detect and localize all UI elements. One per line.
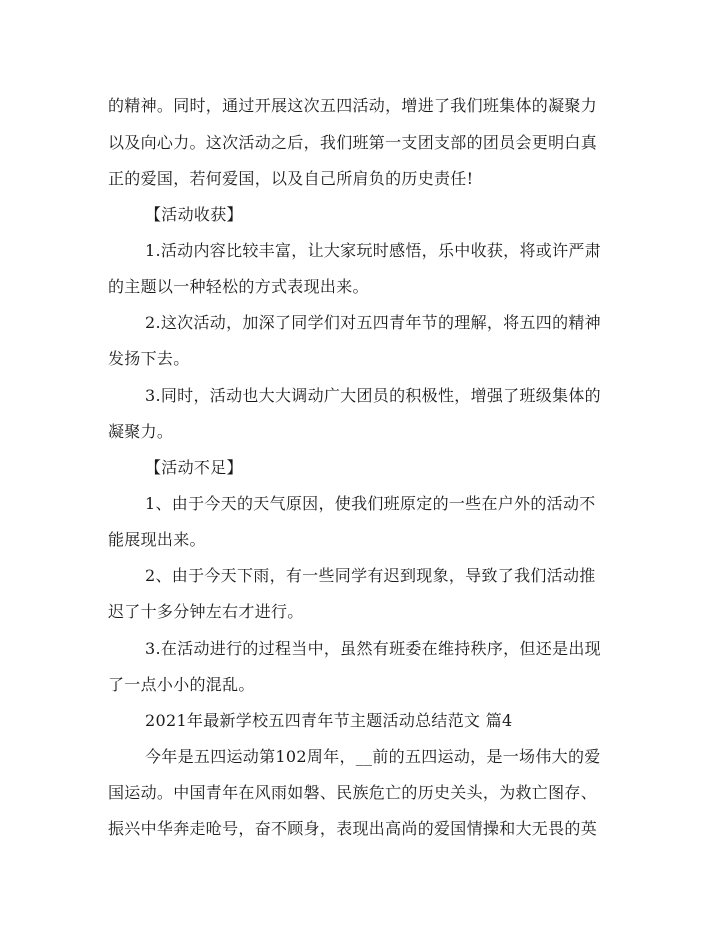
paragraph-line: 了一点小小的混乱。: [108, 675, 255, 694]
paragraph-line: 国运动。中国青年在风雨如磐、民族危亡的历史关头，为救亡图存、: [108, 783, 598, 802]
paragraph-line: 2.这次活动，加深了同学们对五四青年节的理解，将五四的精神: [145, 313, 601, 332]
paragraph-line: 的精神。同时，通过开展这次五四活动，增进了我们班集体的凝聚力: [108, 96, 598, 115]
paragraph-line: 凝聚力。: [108, 422, 174, 441]
paragraph-line: 3.在活动进行的过程当中，虽然有班委在维持秩序，但还是出现: [145, 639, 601, 658]
paragraph-line: 的主题以一种轻松的方式表现出来。: [108, 277, 369, 296]
section-heading-shortcomings: 【活动不足】: [145, 458, 243, 477]
paragraph-line: 3.同时，活动也大大调动广大团员的积极性，增强了班级集体的: [145, 386, 601, 405]
paragraph-line: 2、由于今天下雨，有一些同学有迟到现象，导致了我们活动推: [145, 566, 596, 585]
paragraph-line: 1、由于今天的天气原因，使我们班原定的一些在户外的活动不: [145, 494, 596, 513]
paragraph-line: 迟了十多分钟左右才进行。: [108, 602, 304, 621]
paragraph-line: 1.活动内容比较丰富，让大家玩时感悟，乐中收获，将或许严肃: [145, 241, 601, 260]
section-heading-gains: 【活动收获】: [145, 205, 243, 224]
paragraph-line: 能展现出来。: [108, 530, 206, 549]
paragraph-line: 发扬下去。: [108, 349, 190, 368]
article-title: 2021年最新学校五四青年节主题活动总结范文 篇4: [145, 711, 513, 730]
paragraph-line: 振兴中华奔走呛号，奋不顾身，表现出高尚的爱国情操和大无畏的英: [108, 819, 598, 838]
paragraph-line: 以及向心力。这次活动之后，我们班第一支团支部的团员会更明白真: [108, 133, 598, 152]
paragraph-line: 正的爱国，若何爱国，以及自己所肩负的历史责任!: [108, 169, 474, 188]
paragraph-line: 今年是五四运动第102周年，__前的五四运动，是一场伟大的爱: [145, 747, 601, 766]
